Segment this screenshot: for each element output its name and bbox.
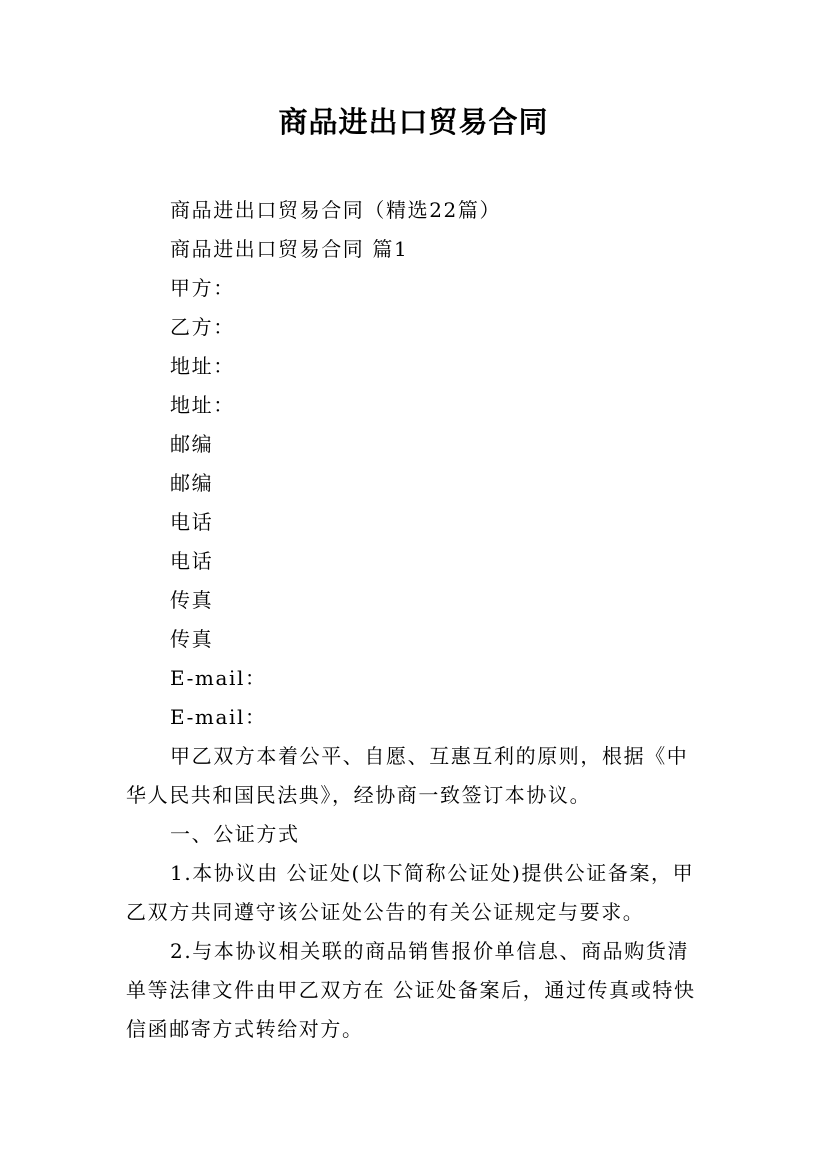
paragraph-fax-b: 传真 [170, 627, 214, 651]
document-body [126, 191, 706, 1049]
paragraph-subtitle: 商品进出口贸易合同（精选22篇） [170, 198, 502, 222]
paragraph-clause-2: 2.与本协议相关联的商品销售报价单信息、商品购货清单等法律文件由甲乙双方在 公证处备案后，通过传真或特快信函邮寄方式转给对方。 [126, 939, 696, 1041]
paragraph-clause-1: 1.本协议由 公证处(以下简称公证处)提供公证备案，甲乙双方共同遵守该公证处公告的有关公证规定与要求。 [126, 861, 695, 924]
paragraph-party-a: 甲方： [170, 276, 235, 300]
paragraph-email-a: E-mail： [170, 666, 267, 690]
paragraph-postcode-a: 邮编 [170, 432, 214, 456]
paragraph-section-heading: 商品进出口贸易合同 篇1 [170, 237, 409, 261]
document-title: 商品进出口贸易合同 [278, 105, 549, 139]
paragraph-address-b: 地址： [170, 393, 235, 417]
paragraph-party-b: 乙方： [170, 315, 235, 339]
paragraph-preamble: 甲乙双方本着公平、自愿、互惠互利的原则，根据《中华人民共和国民法典》，经协商一致签订本协议。 [126, 744, 689, 807]
paragraph-address-a: 地址： [170, 354, 235, 378]
paragraph-postcode-b: 邮编 [170, 471, 214, 495]
paragraph-clause-heading: 一、公证方式 [170, 822, 300, 846]
paragraph-phone-b: 电话 [170, 549, 214, 573]
paragraph-fax-a: 传真 [170, 588, 214, 612]
paragraph-phone-a: 电话 [170, 510, 214, 534]
paragraph-email-b: E-mail： [170, 705, 267, 729]
